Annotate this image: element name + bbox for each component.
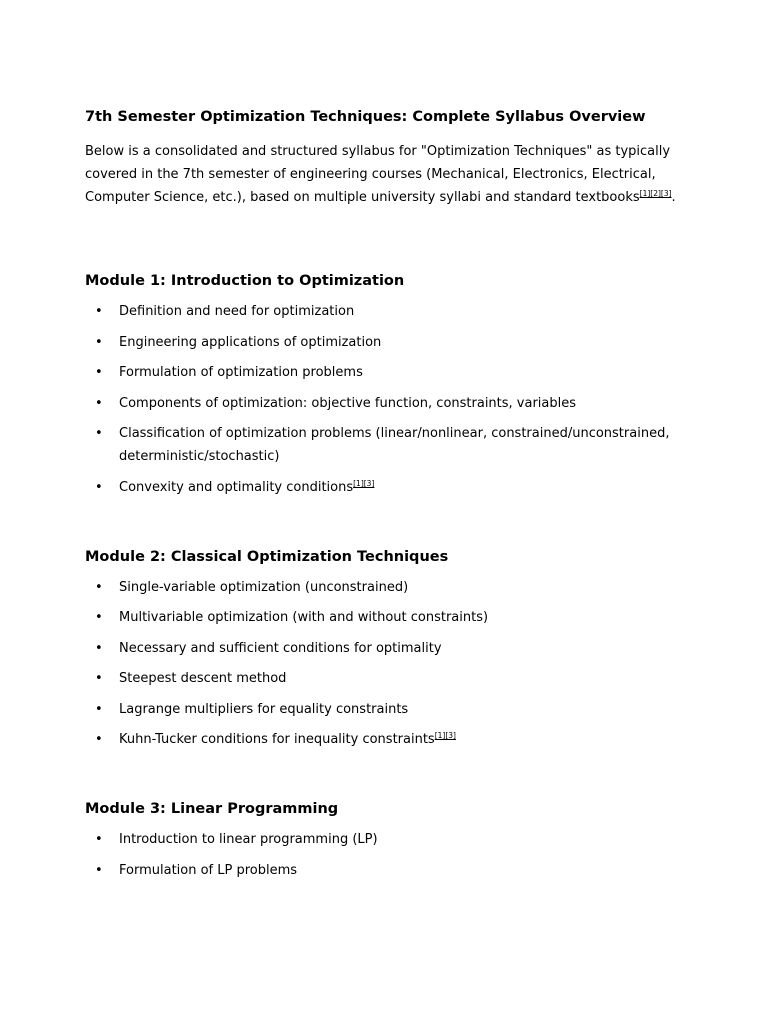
list-item	[85, 331, 685, 354]
bullet-icon: •	[95, 479, 103, 495]
list-item-text: Single-variable optimization (unconstrained)	[119, 579, 409, 595]
module-1-list	[85, 300, 685, 499]
list-item	[85, 859, 685, 882]
list-item-text: Formulation of LP problems	[119, 862, 298, 878]
list-item-text: Multivariable optimization (with and without constraints)	[119, 610, 489, 625]
citation-link[interactable]: [1][3]	[434, 731, 456, 740]
document-title: 7th Semester Optimization Techniques: Complete Syllabus Overview	[85, 109, 646, 125]
list-item	[85, 361, 685, 384]
list-item	[85, 300, 685, 323]
list-item-text: Introduction to linear programming (LP)	[119, 832, 378, 847]
list-item	[85, 637, 685, 660]
bullet-icon: •	[95, 701, 103, 717]
intro-end: .	[671, 190, 676, 205]
bullet-icon: •	[95, 395, 103, 411]
bullet-icon: •	[95, 334, 103, 350]
bullet-icon: •	[95, 732, 103, 747]
list-item-text: Formulation of optimization problems	[119, 365, 363, 380]
bullet-icon: •	[95, 832, 103, 847]
bullet-icon: •	[95, 579, 103, 595]
list-item-text: Components of optimization: objective function, constraints, variables	[119, 395, 577, 411]
list-item-text: Convexity and optimality conditions	[119, 479, 354, 495]
intro-text: Below is a consolidated and structured syllabus for "Optimization Techniques" as typically covered in the 7th semester of engineering courses (Mechanical, Electronics, Electrical, Computer Science, etc.), based on multiple university syllabi and standard textbooks	[85, 144, 671, 205]
list-item-text: Lagrange multipliers for equality constraints	[119, 701, 409, 717]
module-2-list	[85, 576, 685, 752]
module-1-section	[85, 271, 685, 499]
list-item	[85, 392, 685, 415]
intro-paragraph	[85, 140, 685, 209]
list-item	[85, 606, 685, 629]
list-item-text: Classification of optimization problems (linear/nonlinear, constrained/unconstrained, deterministic/stochastic)	[119, 426, 670, 464]
intro-citations[interactable]: [1][2][3]	[639, 189, 672, 198]
bullet-icon: •	[95, 671, 103, 686]
module-3-title: Module 3: Linear Programming	[85, 801, 339, 817]
module-2-section	[85, 547, 685, 752]
list-item	[85, 698, 685, 721]
module-3-list	[85, 828, 685, 882]
list-item-text: Definition and need for optimization	[119, 304, 355, 319]
bullet-icon: •	[95, 304, 103, 319]
list-item	[85, 728, 685, 751]
bullet-icon: •	[95, 365, 103, 380]
module-3-section	[85, 799, 685, 882]
bullet-icon: •	[95, 640, 103, 656]
bullet-icon: •	[95, 610, 103, 625]
list-item	[85, 576, 685, 599]
bullet-icon: •	[95, 862, 103, 878]
list-item-text: Engineering applications of optimization	[119, 334, 382, 350]
module-1-title: Module 1: Introduction to Optimization	[85, 273, 405, 289]
list-item	[85, 476, 685, 499]
list-item	[85, 828, 685, 851]
list-item	[85, 667, 685, 690]
bullet-icon: •	[95, 426, 103, 441]
module-2-title: Module 2: Classical Optimization Techniques	[85, 548, 449, 565]
list-item	[85, 422, 685, 468]
list-item-text: Kuhn-Tucker conditions for inequality constraints	[119, 732, 435, 747]
list-item-text: Steepest descent method	[119, 671, 287, 686]
list-item-text: Necessary and sufficient conditions for optimality	[119, 640, 442, 656]
citation-link[interactable]: [1][3]	[353, 478, 375, 488]
document-page	[85, 107, 685, 889]
